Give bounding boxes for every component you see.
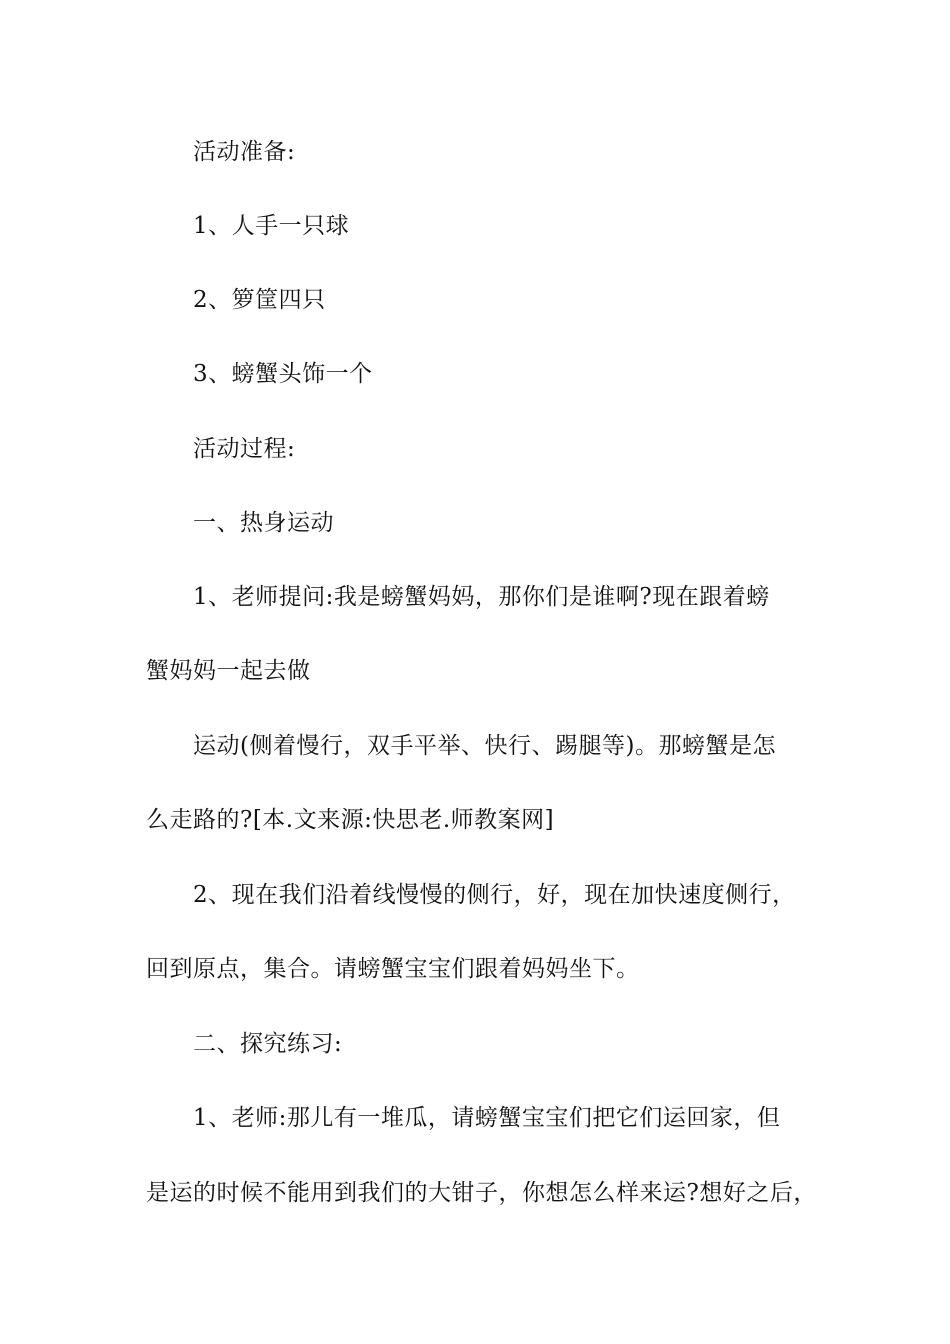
section-heading-process: 活动过程:: [193, 436, 296, 462]
paragraph-line: 1、老师:那儿有一堆瓜，请螃蟹宝宝们把它们运回家，但: [193, 1105, 781, 1131]
paragraph-line: 2、现在我们沿着线慢慢的侧行，好，现在加快速度侧行，: [193, 882, 796, 908]
paragraph-line: 回到原点，集合。请螃蟹宝宝们跟着妈妈坐下。: [146, 956, 640, 982]
paragraph-line: 蟹妈妈一起去做: [146, 658, 311, 684]
subsection-heading-warmup: 一、热身运动: [193, 510, 334, 536]
list-item: 2、箩筐四只: [193, 287, 326, 313]
paragraph-line: 运动(侧着慢行，双手平举、快行、踢腿等)。那螃蟹是怎: [193, 733, 776, 759]
paragraph-line: 么走路的?[本.文来源:快思老.师教案网]: [146, 807, 555, 833]
paragraph-line: 1、老师提问:我是螃蟹妈妈，那你们是谁啊?现在跟着螃: [193, 584, 770, 610]
subsection-heading-exploration: 二、探究练习:: [193, 1031, 343, 1057]
paragraph-line: 是运的时候不能用到我们的大钳子，你想怎么样来运?想好之后，: [146, 1180, 817, 1206]
list-item: 3、螃蟹头饰一个: [193, 361, 373, 387]
section-heading-preparation: 活动准备:: [193, 139, 296, 165]
list-item: 1、人手一只球: [193, 213, 350, 239]
